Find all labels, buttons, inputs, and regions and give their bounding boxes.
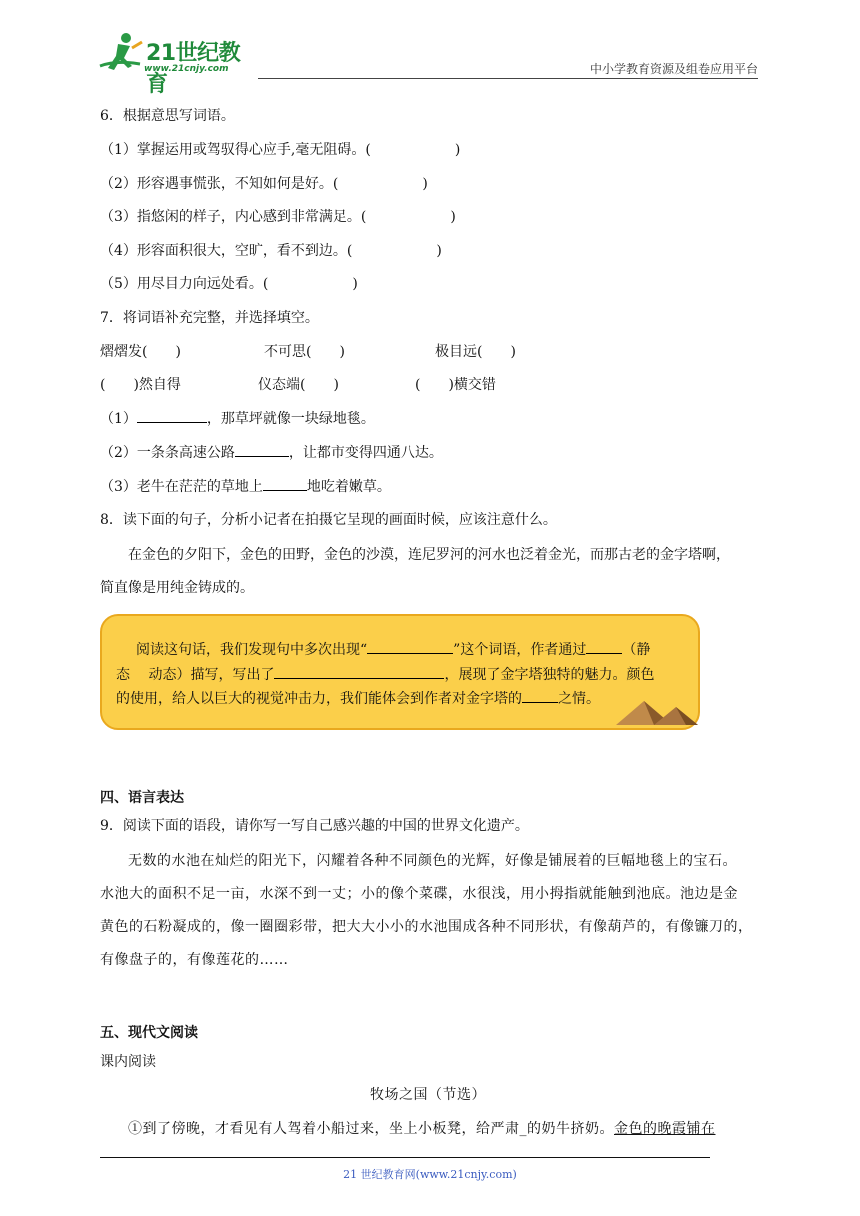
callout-line-2 bbox=[116, 665, 654, 685]
callout-blank-description[interactable] bbox=[274, 665, 444, 679]
callout-blank-emotion[interactable] bbox=[522, 689, 558, 703]
article-paragraph-1a: ①到了傍晚，才看见有人驾着小船过来，坐上小板凳，给严肃_的奶牛挤奶。 bbox=[128, 1121, 614, 1137]
section-4-heading: 四、语言表达 bbox=[100, 790, 184, 806]
q7-fill-1-blank[interactable] bbox=[137, 409, 207, 423]
site-logo bbox=[96, 30, 256, 97]
q7-fill-2 bbox=[100, 443, 443, 463]
callout-line-3a: 的使用，给人以巨大的视觉冲击力，我们能体会到作者对金字塔的 bbox=[116, 691, 522, 707]
q7-fill-2-suffix: ，让都市变得四通八达。 bbox=[288, 445, 443, 461]
page-header bbox=[0, 0, 860, 97]
callout-line-1 bbox=[136, 640, 650, 660]
article-title: 牧场之国（节选） bbox=[370, 1087, 486, 1103]
q9-passage-line-1: 无数的水池在灿烂的阳光下，闪耀着各种不同颜色的光辉，好像是铺展着的巨幅地毯上的宝石。 bbox=[128, 853, 737, 869]
q7-word-6: ( )横交错 bbox=[415, 377, 496, 393]
q7-fill-3-prefix: （3）老牛在茫茫的草地上 bbox=[100, 479, 263, 495]
callout-blank-word[interactable] bbox=[367, 640, 453, 654]
q9-passage-line-3: 黄色的石粉凝成的，像一圈圈彩带，把大大小小的水池围成各种不同形状，有像葫芦的，有像镰刀的， bbox=[100, 919, 753, 935]
q7-word-4: ( )然自得 bbox=[100, 377, 181, 393]
q6-item-2: （2）形容遇事慌张，不知如何是好。( ) bbox=[100, 176, 428, 192]
callout-line-1a: 阅读这句话，我们发现句中多次出现“ bbox=[136, 642, 368, 658]
q8-passage-line-1: 在金色的夕阳下，金色的田野，金色的沙漠，连尼罗河的河水也泛着金光，而那古老的金字塔啊， bbox=[128, 547, 730, 563]
q8-answer-callout bbox=[100, 614, 700, 730]
q9-passage-line-2: 水池大的面积不足一亩，水深不到一丈；小的像个菜碟，水很浅，用小拇指就能触到池底。池边是金 bbox=[100, 886, 738, 902]
header-platform-name: 中小学教育资源及组卷应用平台 bbox=[589, 62, 758, 76]
q7-title: 7．将词语补充完整，并选择填空。 bbox=[100, 310, 319, 326]
callout-line-2b: ，展现了金字塔独特的魅力。颜色 bbox=[444, 667, 655, 683]
section-5-subheading: 课内阅读 bbox=[100, 1054, 156, 1070]
pyramid-icon bbox=[614, 695, 700, 727]
callout-line-2a: 态 动态）描写，写出了 bbox=[116, 667, 275, 683]
q6-item-1: （1）掌握运用或驾驭得心应手,毫无阻碍。( ) bbox=[100, 142, 461, 158]
footer-divider bbox=[100, 1157, 710, 1158]
callout-blank-method[interactable] bbox=[586, 640, 622, 654]
callout-line-3b: 之情。 bbox=[558, 691, 600, 707]
header-divider bbox=[258, 78, 758, 79]
callout-line-1b: ”这个词语，作者通过 bbox=[453, 642, 587, 658]
article-paragraph-1-underlined: 金色的晚霞铺在 bbox=[614, 1121, 716, 1137]
q7-fill-1 bbox=[100, 409, 375, 429]
q6-title: 6．根据意思写词语。 bbox=[100, 108, 235, 124]
q7-fill-3-blank[interactable] bbox=[263, 477, 307, 491]
article-paragraph-1 bbox=[128, 1119, 716, 1139]
q7-fill-2-prefix: （2）一条条高速公路 bbox=[100, 445, 235, 461]
q6-item-4: （4）形容面积很大，空旷，看不到边。( ) bbox=[100, 243, 442, 259]
runner-logo-icon bbox=[96, 30, 148, 78]
q7-fill-1-suffix: ，那草坪就像一块绿地毯。 bbox=[206, 411, 375, 427]
section-5-heading: 五、现代文阅读 bbox=[100, 1025, 198, 1041]
q9-title: 9．阅读下面的语段，请你写一写自己感兴趣的中国的世界文化遗产。 bbox=[100, 818, 529, 834]
q8-passage-line-2: 简直像是用纯金铸成的。 bbox=[100, 580, 254, 596]
logo-text: 21世纪教育 bbox=[146, 41, 241, 97]
logo-url: www.21cnjy.com bbox=[144, 64, 229, 74]
callout-line-3 bbox=[116, 689, 600, 709]
q6-item-5: （5）用尽目力向远处看。( ) bbox=[100, 276, 358, 292]
callout-line-1c: （静 bbox=[622, 642, 651, 658]
q6-item-3: （3）指悠闲的样子，内心感到非常满足。( ) bbox=[100, 209, 456, 225]
q7-word-1: 熠熠发( ) bbox=[100, 344, 181, 360]
q7-fill-1-prefix: （1） bbox=[100, 411, 137, 427]
q7-fill-3 bbox=[100, 477, 391, 497]
q9-passage-line-4: 有像盘子的，有像莲花的…… bbox=[100, 952, 289, 968]
q7-fill-3-suffix: 地吃着嫩草。 bbox=[306, 479, 391, 495]
q7-word-5: 仪态端( ) bbox=[258, 377, 339, 393]
q7-word-2: 不可思( ) bbox=[264, 344, 345, 360]
q7-fill-2-blank[interactable] bbox=[235, 443, 289, 457]
q8-title: 8．读下面的句子，分析小记者在拍摄它呈现的画面时候，应该注意什么。 bbox=[100, 512, 557, 528]
footer-text: 21 世纪教育网(www.21cnjy.com) bbox=[343, 1168, 517, 1181]
q7-word-3: 极目远( ) bbox=[435, 344, 516, 360]
